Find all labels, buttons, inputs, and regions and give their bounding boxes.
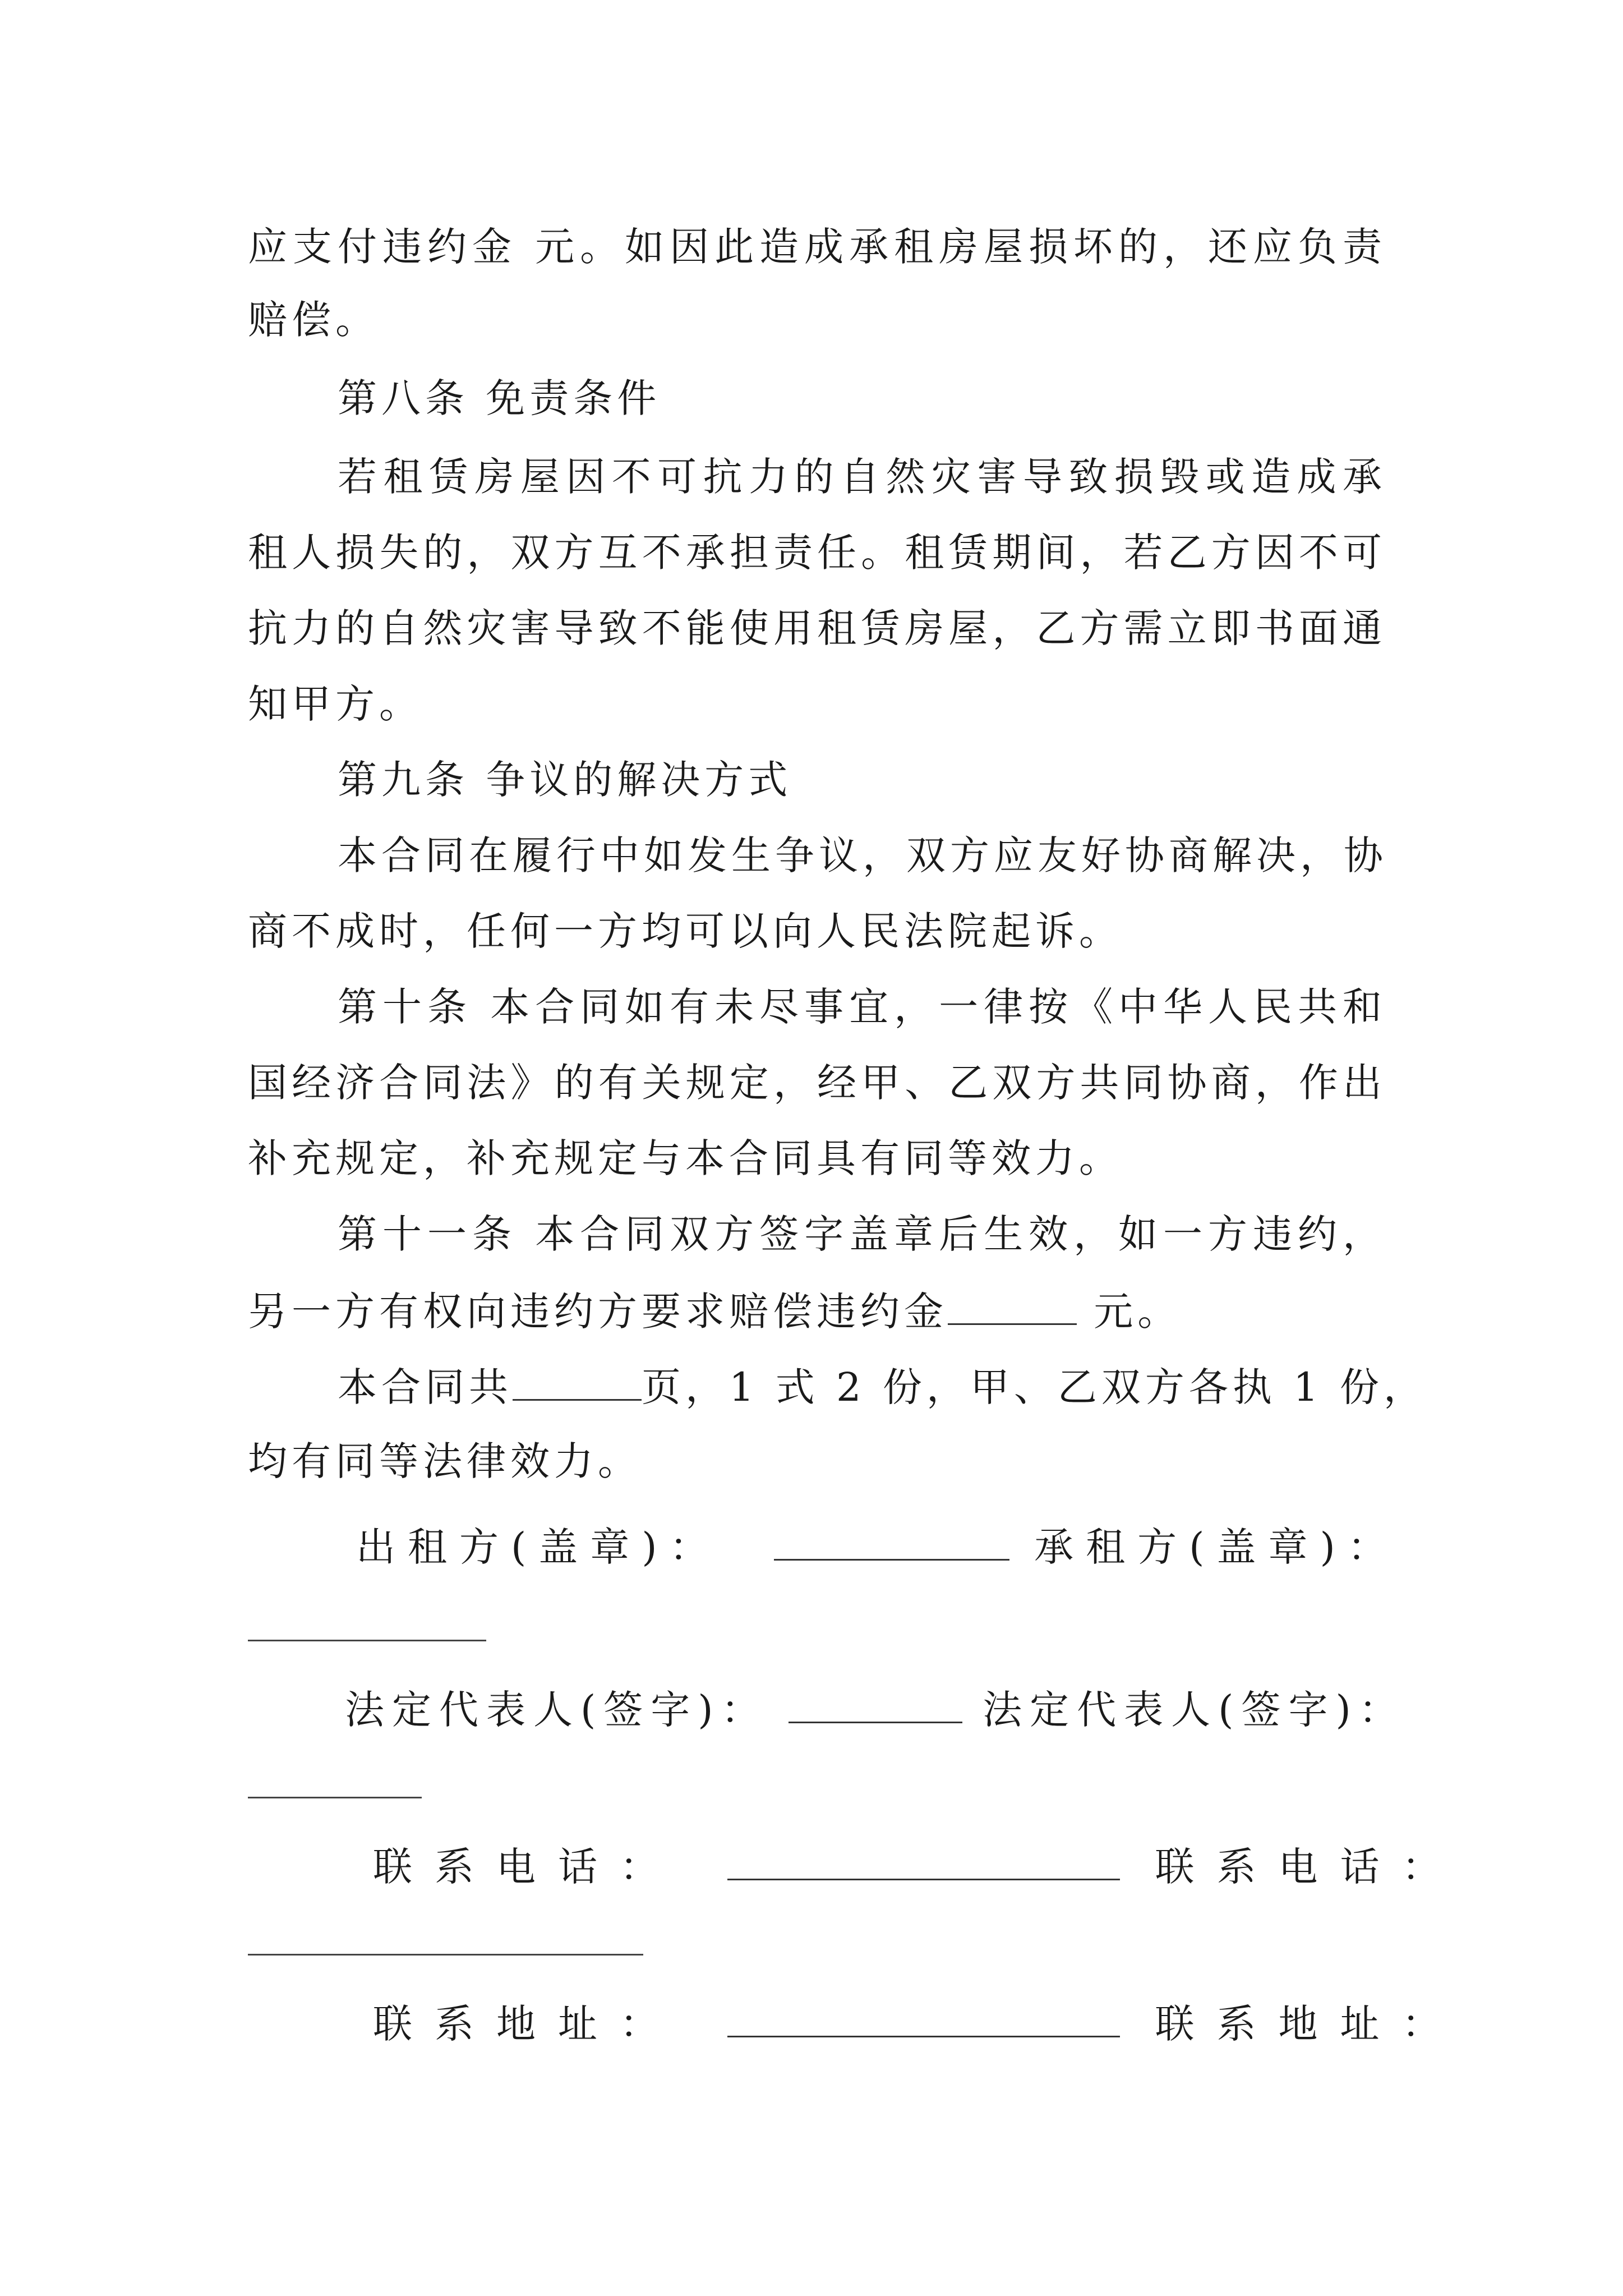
lessee-rep-blank[interactable] xyxy=(248,1797,422,1798)
lessor-phone-blank[interactable] xyxy=(727,1837,1120,1880)
text-line-7: 知甲方。 xyxy=(248,681,423,727)
lessee-seal-label: 承租方(盖章)： xyxy=(1034,1524,1399,1570)
lessor-addr-blank[interactable] xyxy=(727,1994,1120,2037)
text-line-13: 补充规定，补充规定与本合同具有同等效力。 xyxy=(248,1135,1123,1181)
lessee-rep-label: 法定代表人(签字)： xyxy=(983,1687,1406,1733)
text-line-9: 本合同在履行中如发生争议，双方应友好协商解决，协 xyxy=(338,832,1387,878)
lessor-rep-label: 法定代表人(签字)： xyxy=(345,1687,768,1733)
lessor-rep-blank[interactable] xyxy=(789,1680,962,1723)
lessee-phone-blank[interactable] xyxy=(248,1954,643,1955)
penalty-text: 另一方有权向违约方要求赔偿违约金 xyxy=(248,1289,948,1335)
text-line-5: 租人损失的，双方互不承担责任。租赁期间，若乙方因不可 xyxy=(248,530,1386,576)
text-line-11: 第十条 本合同如有未尽事宜，一律按《中华人民共和 xyxy=(338,984,1386,1030)
text-line-2: 赔偿。 xyxy=(248,297,379,343)
lessee-addr-label: 联系地址： xyxy=(1155,2001,1464,2047)
text-line-pages xyxy=(338,1358,1427,1415)
text-line-1: 应支付违约金 元。如因此造成承租房屋损坏的，还应负责 xyxy=(248,224,1386,270)
text-line-6: 抗力的自然灾害导致不能使用租赁房屋，乙方需立即书面通 xyxy=(248,605,1386,651)
lessor-seal-blank[interactable] xyxy=(774,1517,1009,1561)
text-line-4: 若租赁房屋因不可抗力的自然灾害导致损毁或造成承 xyxy=(338,454,1386,500)
lessee-phone-label: 联系电话： xyxy=(1155,1844,1464,1890)
lessor-addr-label: 联系地址： xyxy=(373,2001,681,2047)
text-line-10: 商不成时，任何一方均可以向人民法院起诉。 xyxy=(248,908,1123,954)
pages-text-b: 页，1 式 2 份，甲、乙双方各执 1 份， xyxy=(642,1364,1427,1410)
text-line-validity: 均有同等法律效力。 xyxy=(248,1438,642,1484)
address-row xyxy=(373,1994,1464,2052)
seal-row xyxy=(356,1517,1399,1575)
representative-row xyxy=(345,1680,1406,1738)
lessor-phone-label: 联系电话： xyxy=(373,1844,681,1890)
text-line-penalty xyxy=(248,1282,1386,1340)
phone-row xyxy=(373,1837,1464,1895)
lessor-seal-label: 出租方(盖章)： xyxy=(356,1524,721,1570)
penalty-amount-blank[interactable] xyxy=(948,1282,1077,1325)
section-heading-article-8: 第八条 免责条件 xyxy=(338,375,661,421)
penalty-unit: 元。 xyxy=(1077,1289,1182,1335)
pages-text-a: 本合同共 xyxy=(338,1364,513,1410)
page-count-blank[interactable] xyxy=(513,1358,642,1401)
text-line-12: 国经济合同法》的有关规定，经甲、乙双方共同协商，作出 xyxy=(248,1060,1386,1106)
section-heading-article-9: 第九条 争议的解决方式 xyxy=(338,757,792,803)
lessee-seal-blank[interactable] xyxy=(248,1640,486,1641)
text-line-14: 第十一条 本合同双方签字盖章后生效，如一方违约， xyxy=(338,1211,1386,1257)
